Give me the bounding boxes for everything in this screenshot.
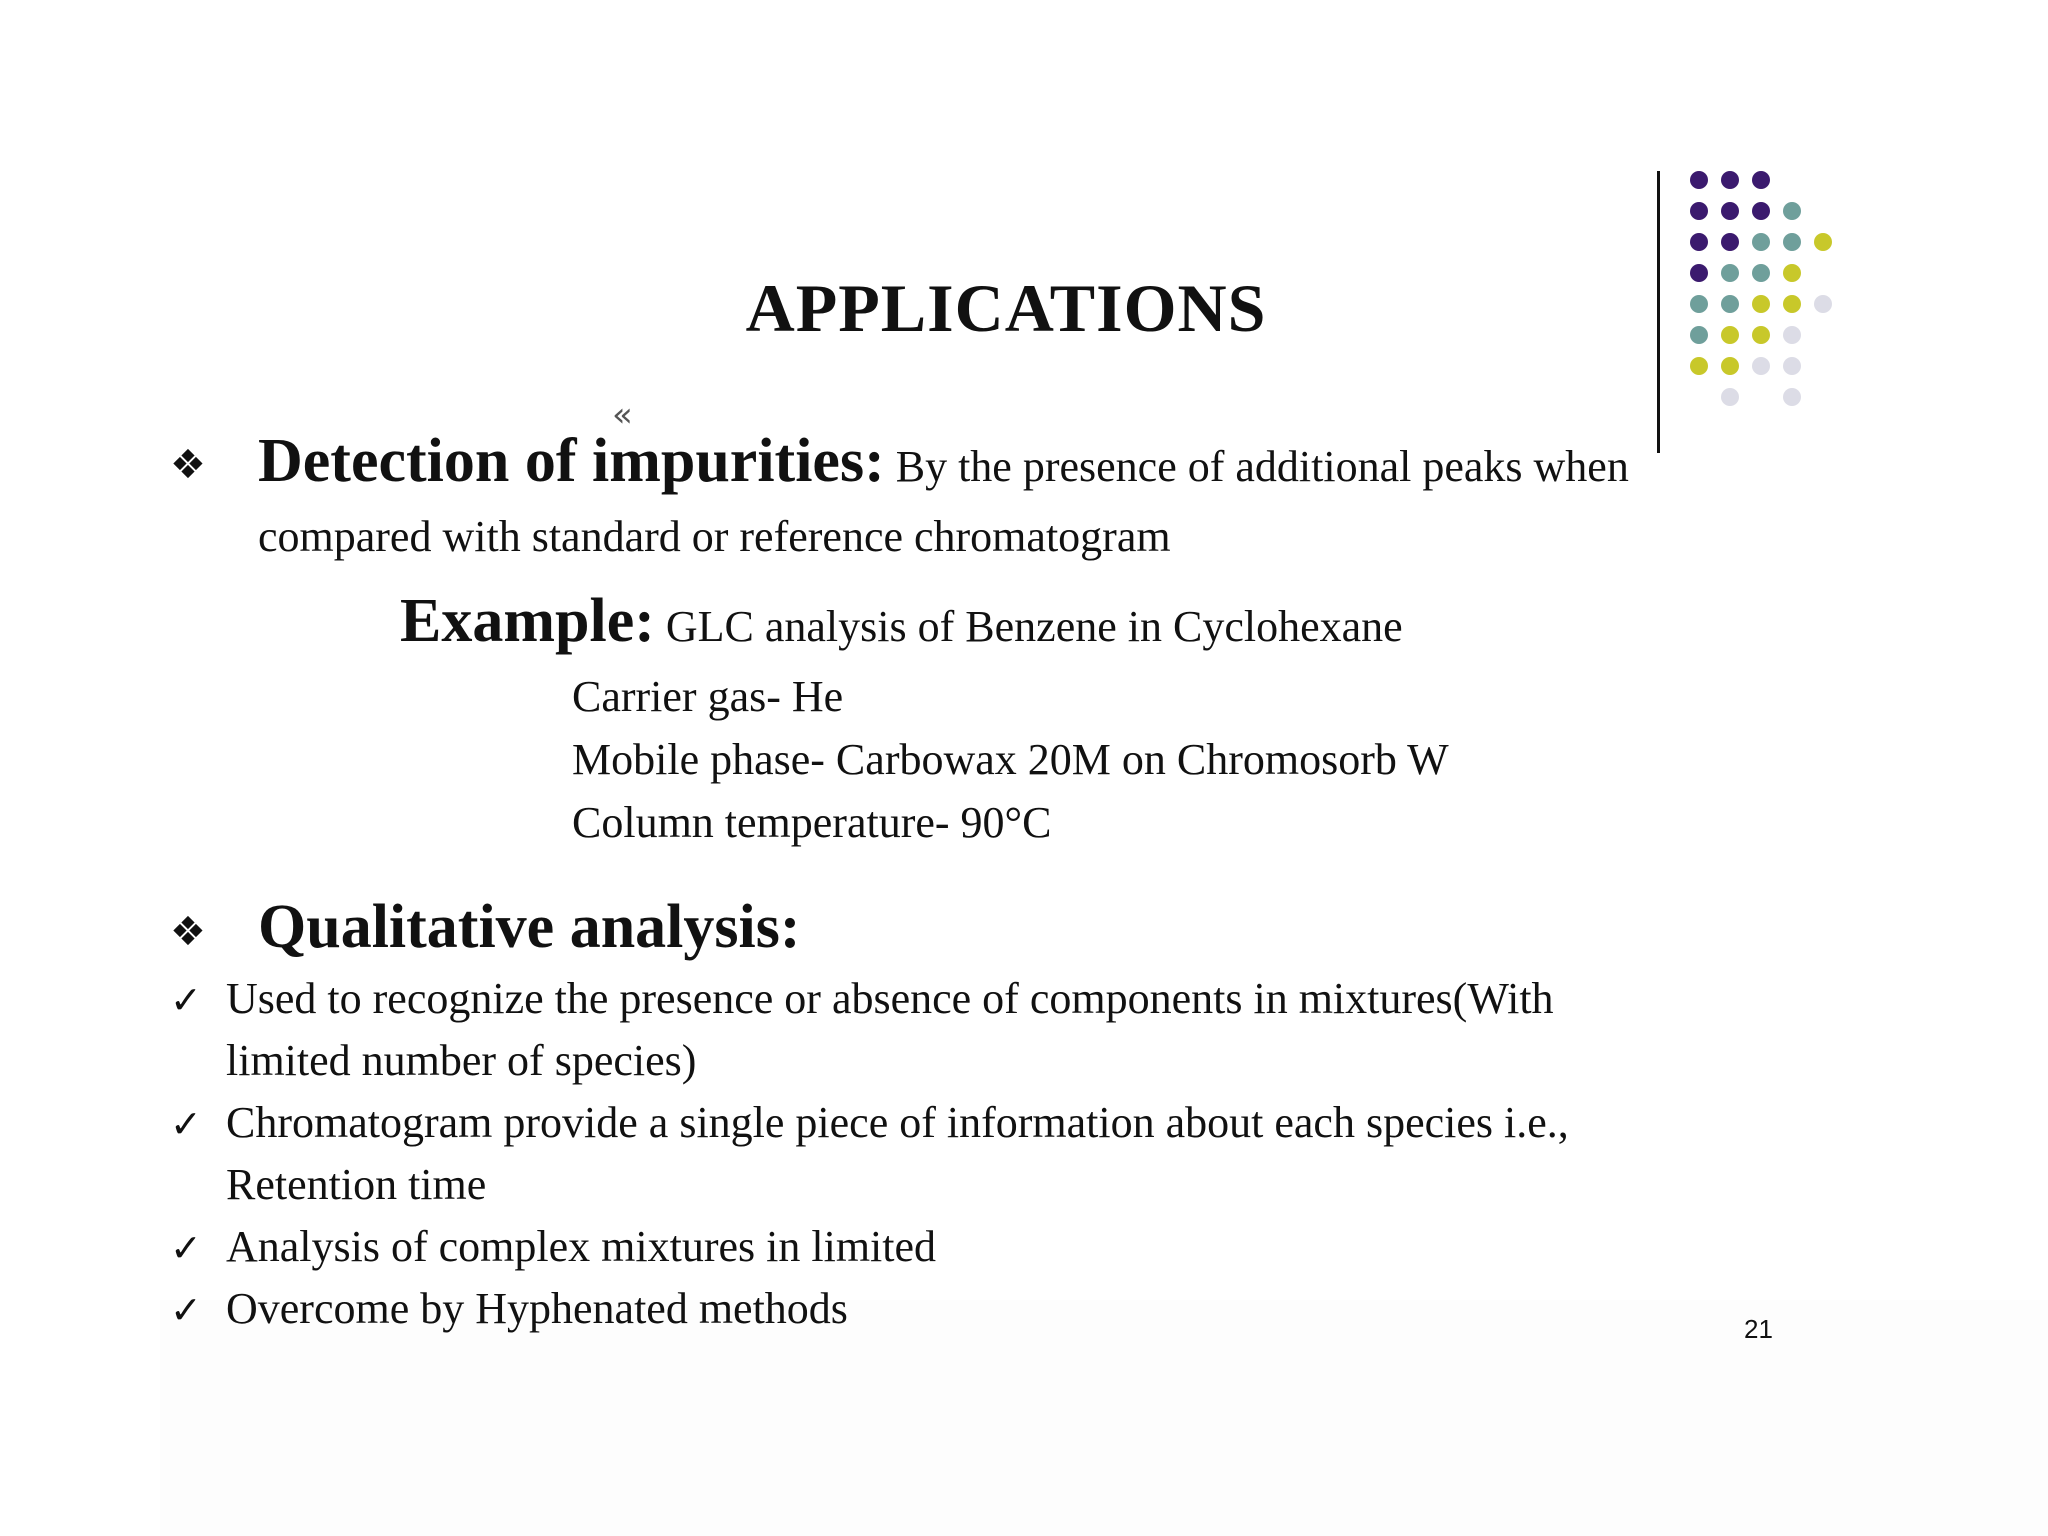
decorative-dot <box>1752 171 1770 189</box>
decorative-dot <box>1783 202 1801 220</box>
decorative-dot <box>1721 233 1739 251</box>
check-item <box>170 968 1554 1031</box>
check-item <box>170 1092 1569 1155</box>
page-number: 21 <box>1744 1314 1773 1344</box>
slide-title: APPLICATIONS <box>745 270 1267 346</box>
example-line <box>400 587 1403 658</box>
qualitative-heading-line <box>258 893 801 964</box>
detail-column-temperature: Column temperature- 90°C <box>572 798 1052 847</box>
decorative-dot <box>1752 233 1770 251</box>
decorative-dot <box>1752 202 1770 220</box>
diamond-bullet-icon: ❖ <box>170 909 206 955</box>
check-item <box>170 1216 936 1279</box>
check-item-continuation: limited number of species) <box>226 1036 697 1085</box>
decorative-dot <box>1783 388 1801 406</box>
check-item-text: Overcome by Hyphenated methods <box>226 1284 848 1333</box>
check-item-text: Used to recognize the presence or absence of components in mixtures(With <box>226 974 1554 1023</box>
check-item-text: Analysis of complex mixtures in limited <box>226 1222 937 1271</box>
impurities-paragraph-line1 <box>258 427 1629 498</box>
decorative-dot <box>1783 357 1801 375</box>
decorative-dot <box>1690 171 1708 189</box>
decorative-dot <box>1721 388 1739 406</box>
decorative-dot <box>1721 357 1739 375</box>
example-label: Example: <box>400 587 655 655</box>
diamond-bullet-icon: ❖ <box>170 442 206 488</box>
check-item-continuation: Retention time <box>226 1160 487 1209</box>
decorative-dot <box>1721 202 1739 220</box>
check-item <box>170 1278 848 1341</box>
qualitative-heading: Qualitative analysis: <box>258 893 801 961</box>
checkmark-icon: ✓ <box>170 1226 202 1270</box>
checkmark-icon: ✓ <box>170 1102 202 1146</box>
double-chevron-icon: « <box>612 395 633 435</box>
checkmark-icon: ✓ <box>170 1288 202 1332</box>
impurities-text-line2: compared with standard or reference chromatogram <box>258 512 1171 561</box>
check-item-text: Chromatogram provide a single piece of information about each species i.e., <box>226 1098 1569 1147</box>
decorative-dot <box>1721 171 1739 189</box>
decorative-dot <box>1690 202 1708 220</box>
detail-mobile-phase: Mobile phase- Carbowax 20M on Chromosorb W <box>572 735 1449 784</box>
decorative-dot <box>1752 357 1770 375</box>
detail-carrier-gas: Carrier gas- He <box>572 672 844 721</box>
example-text: GLC analysis of Benzene in Cyclohexane <box>665 602 1403 651</box>
decorative-dot <box>1690 357 1708 375</box>
checkmark-icon: ✓ <box>170 978 202 1022</box>
decorative-dot <box>1783 233 1801 251</box>
decorative-dot <box>1690 233 1708 251</box>
decorative-dot <box>1814 233 1832 251</box>
impurities-heading: Detection of impurities: <box>258 427 885 495</box>
impurities-text-line1: By the presence of additional peaks when <box>895 442 1629 491</box>
